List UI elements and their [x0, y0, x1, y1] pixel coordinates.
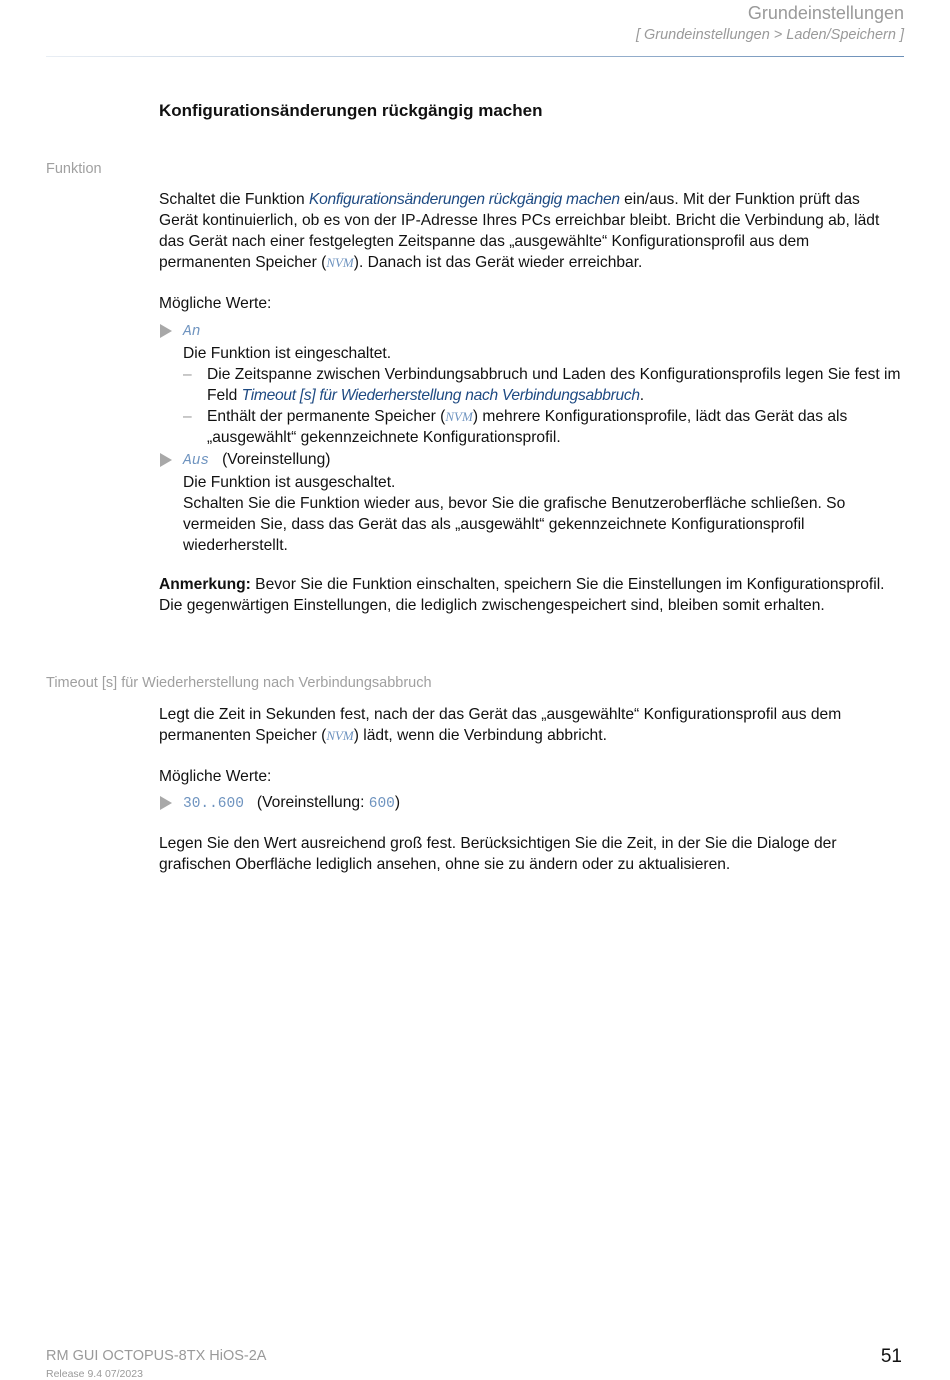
value-off-label: Aus	[183, 453, 210, 469]
timeout-range	[159, 792, 903, 815]
desc-text: Legt die Zeit in Sekunden fest, nach der das Gerät das „ausgewählte“ Konfigurationsprofil aus dem permanenten Speicher (	[159, 706, 842, 744]
footer-release: Release 9.4 07/2023	[46, 1368, 143, 1380]
nvm-ref: NVM	[445, 409, 473, 424]
footer-doc: RM GUI OCTOPUS-8TX HiOS-2A	[46, 1348, 267, 1364]
value-off-desc2: Schalten Sie die Funktion wieder aus, bevor Sie die grafische Benutzeroberfläche schließen. So vermeiden Sie, dass das Gerät das als „ausgewählt“ gekennzeichnete Konfigurationsprofil wiederherstellt.	[183, 495, 846, 554]
section-title: Konfigurationsänderungen rückgängig machen	[159, 101, 543, 120]
default-note: (Voreinstellung)	[222, 451, 331, 468]
default-value: 600	[368, 796, 395, 812]
desc-text: ) lädt, wenn die Verbindung abbricht.	[353, 727, 607, 744]
note	[159, 574, 903, 616]
desc-text: ). Danach ist das Gerät wieder erreichbar.	[353, 254, 643, 271]
nvm-ref: NVM	[326, 728, 354, 743]
function-link[interactable]: Konfigurationsänderungen rückgängig machen	[308, 191, 620, 208]
note-label: Anmerkung:	[159, 576, 251, 593]
value-on-sub2	[183, 406, 903, 448]
bullet-triangle-icon	[160, 453, 172, 467]
funktion-description	[159, 189, 903, 273]
bullet-triangle-icon	[160, 796, 172, 810]
value-on-sub1	[183, 364, 903, 406]
value-off-block	[159, 449, 903, 556]
default-suffix: )	[394, 794, 401, 811]
sub-text: .	[639, 387, 645, 404]
default-prefix: (Voreinstellung:	[256, 794, 369, 811]
note-text: Bevor Sie die Funktion einschalten, speichern Sie die Einstellungen im Konfigurationsprofil. Die gegenwärtigen Einstellungen, die lediglich zwischengespeichert sind, bleiben somit erhalten.	[159, 576, 885, 614]
sub-text: ) mehrere Konfigurationsprofile, lädt das Gerät das als „ausgewählt“ gekennzeichnete Konfigurationsprofil.	[207, 408, 848, 446]
funktion-values-heading: Mögliche Werte:	[159, 295, 272, 312]
timeout-description	[159, 704, 903, 746]
timeout-values-heading: Mögliche Werte:	[159, 768, 272, 785]
dash-icon: –	[183, 366, 192, 383]
header-divider	[46, 56, 904, 57]
value-off	[159, 449, 903, 556]
header-title: Grundeinstellungen	[747, 3, 904, 23]
range-value: 30..600	[183, 796, 244, 812]
timeout-advice: Legen Sie den Wert ausreichend groß fest. Berücksichtigen Sie die Zeit, in der Sie die Dialoge der grafischen Oberfläche lediglich ansehen, ohne sie zu ändern oder zu aktualisieren.	[159, 835, 837, 873]
timeout-link[interactable]: Timeout [s] für Wiederherstellung nach Verbindungsabbruch	[241, 387, 640, 404]
bullet-triangle-icon	[160, 324, 172, 338]
dash-icon: –	[183, 408, 192, 425]
desc-text: Schaltet die Funktion	[159, 191, 309, 208]
label-funktion: Funktion	[46, 161, 102, 177]
sub-text: Enthält der permanente Speicher (	[207, 408, 446, 425]
breadcrumb: [ Grundeinstellungen > Laden/Speichern ]	[635, 27, 904, 43]
page-number: 51	[880, 1346, 902, 1367]
value-on-label: An	[183, 324, 201, 340]
value-off-desc1: Die Funktion ist ausgeschaltet.	[183, 474, 396, 491]
label-timeout: Timeout [s] für Wiederherstellung nach Verbindungsabbruch	[46, 675, 432, 691]
value-on-block	[159, 320, 903, 448]
sub-text: Die Zeitspanne zwischen Verbindungsabbruch und Laden des Konfigurationsprofils legen Sie fest im Feld	[207, 366, 901, 404]
value-on-desc: Die Funktion ist eingeschaltet.	[183, 345, 392, 362]
value-on	[159, 320, 903, 448]
desc-text: ein/aus. Mit der Funktion prüft das Gerät kontinuierlich, ob es von der IP-Adresse Ihres PCs erreichbar bleibt. Bricht die Verbindung ab, lädt das Gerät nach einer festgelegten Zeitspanne das „ausgewählte“ Konfigurationsprofil aus dem permanenten Speicher (	[159, 191, 880, 271]
timeout-range-block	[159, 792, 903, 815]
nvm-ref: NVM	[326, 255, 354, 270]
